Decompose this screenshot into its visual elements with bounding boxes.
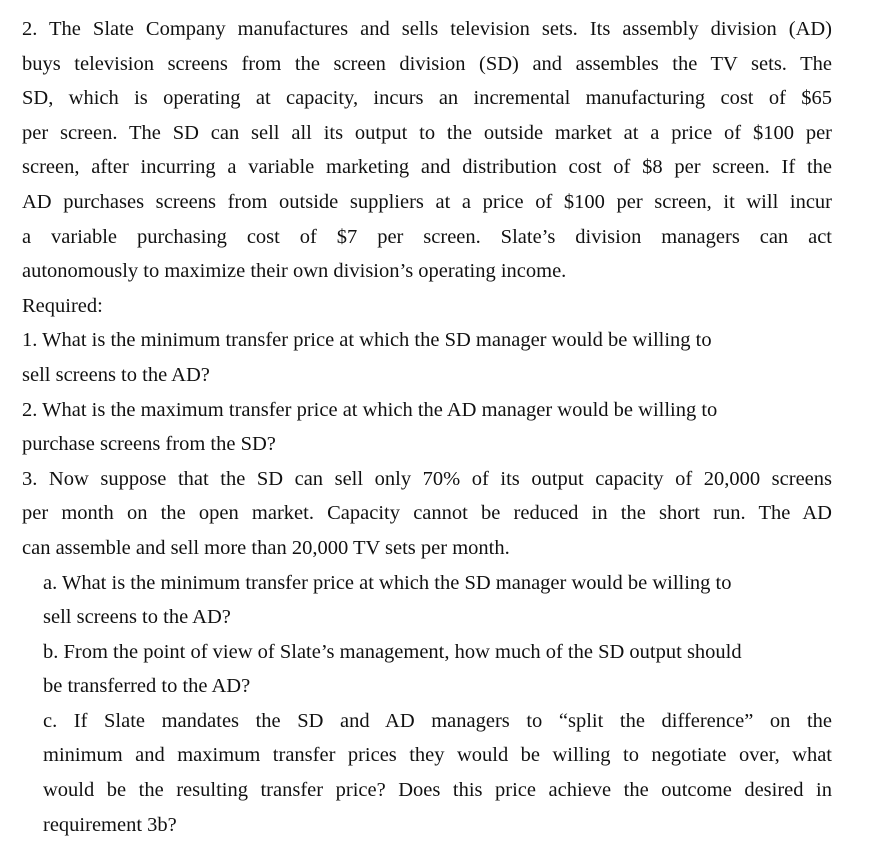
text-line: sell screens to the AD? — [43, 606, 231, 629]
text-line: per month on the open market. Capacity cannot be reduced in the short run. The AD — [22, 502, 832, 525]
intro-paragraph — [22, 12, 832, 289]
text-line: can assemble and sell more than 20,000 TV sets per month. — [22, 536, 510, 559]
text-line: b. From the point of view of Slate’s management, how much of the SD output should — [43, 640, 742, 663]
text-line: a variable purchasing cost of $7 per screen. Slate’s division managers can act — [22, 225, 832, 248]
text-line: 3. Now suppose that the SD can sell only 70% of its output capacity of 20,000 screens — [22, 467, 832, 490]
question-3 — [22, 462, 832, 566]
question-2 — [22, 393, 832, 462]
text-line: autonomously to maximize their own division’s operating income. — [22, 260, 567, 283]
text-line: 2. The Slate Company manufactures and sells television sets. Its assembly division (AD) — [22, 18, 832, 40]
text-line: sell screens to the AD? — [22, 363, 210, 386]
text-line: AD purchases screens from outside suppliers at a price of $100 per screen, it will incur — [22, 190, 832, 213]
text-line: 1. What is the minimum transfer price at which the SD manager would be willing to — [22, 329, 712, 352]
text-line: a. What is the minimum transfer price at which the SD manager would be willing to — [43, 571, 732, 594]
text-line: purchase screens from the SD? — [22, 433, 276, 456]
question-1 — [22, 323, 832, 392]
question-3c — [22, 704, 832, 842]
text-line: 2. What is the maximum transfer price at which the AD manager would be willing to — [22, 398, 718, 421]
text-line: c. If Slate mandates the SD and AD managers to “split the difference” on the — [43, 709, 832, 732]
text-line: be transferred to the AD? — [43, 675, 251, 698]
text-line: requirement 3b? — [43, 813, 177, 836]
problem-text — [22, 12, 832, 842]
text-line: minimum and maximum transfer prices they would be willing to negotiate over, what — [43, 744, 832, 767]
text-line: would be the resulting transfer price? Does this price achieve the outcome desired in — [43, 779, 832, 802]
question-3a — [22, 566, 832, 635]
text-line: screen, after incurring a variable marketing and distribution cost of $8 per screen. If the — [22, 156, 832, 179]
required-label: Required: — [22, 294, 103, 317]
question-3b — [22, 635, 832, 704]
text-line: SD, which is operating at capacity, incurs an incremental manufacturing cost of $65 — [22, 87, 832, 110]
text-line: buys television screens from the screen division (SD) and assembles the TV sets. The — [22, 52, 832, 75]
text-line: per screen. The SD can sell all its output to the outside market at a price of $100 per — [22, 121, 832, 144]
